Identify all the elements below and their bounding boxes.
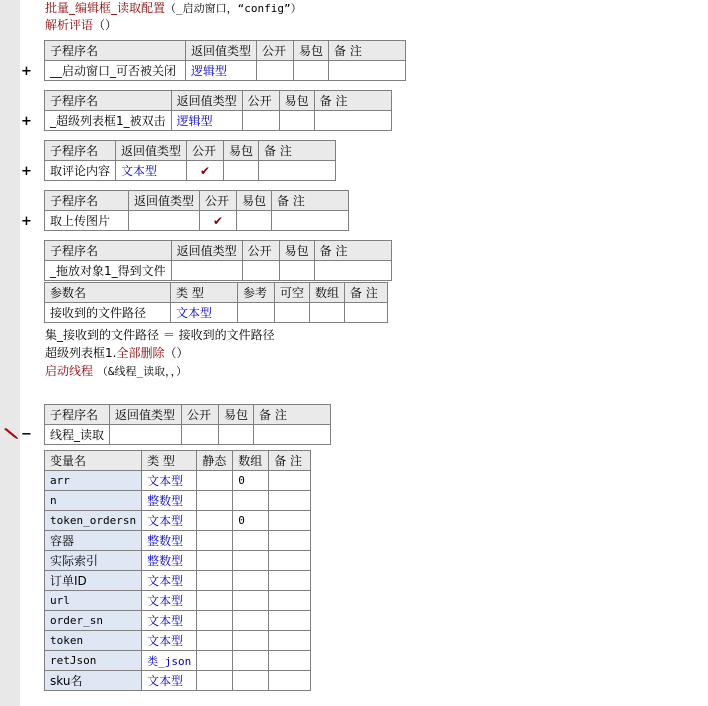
remark-cell[interactable] (272, 211, 349, 231)
header-easy-pack: 易包 (237, 191, 272, 211)
var-static-cell[interactable] (197, 511, 233, 531)
header-easy-pack: 易包 (279, 241, 314, 261)
header-remark: 备 注 (329, 41, 406, 61)
var-type-cell[interactable]: 类_json (142, 651, 197, 671)
param-reference-cell[interactable] (238, 303, 275, 323)
header-public: 公开 (187, 141, 224, 161)
var-remark-cell[interactable] (269, 671, 311, 691)
function-name: 批量_编辑框_读取配置 (45, 1, 166, 15)
var-name-cell[interactable]: sku名 (45, 671, 142, 691)
function-args: （&线程_读取，，） (96, 365, 188, 378)
var-array-cell[interactable] (233, 631, 269, 651)
var-type-cell[interactable]: 文本型 (142, 591, 197, 611)
table-row[interactable] (45, 471, 311, 491)
header-public: 公开 (257, 41, 294, 61)
header-return-type: 返回值类型 (110, 405, 182, 425)
header-easy-pack: 易包 (294, 41, 329, 61)
method-args: （） (164, 346, 189, 360)
expand-icon[interactable]: + (21, 64, 32, 79)
param-nullable-cell[interactable] (275, 303, 310, 323)
sub-name-cell[interactable]: _超级列表框1_被双击 (45, 111, 172, 131)
header-remark: 备 注 (314, 241, 391, 261)
var-name-cell[interactable]: retJson (45, 651, 142, 671)
header-public: 公开 (200, 191, 237, 211)
collapse-icon[interactable]: − (21, 427, 32, 442)
header-sub-name: 子程序名 (45, 405, 110, 425)
header-easy-pack: 易包 (219, 405, 254, 425)
sub-table-startup-close (44, 40, 406, 81)
pencil-icon (3, 428, 19, 440)
header-var-name: 变量名 (45, 451, 142, 471)
header-easy-pack: 易包 (224, 141, 259, 161)
header-return-type: 返回值类型 (129, 191, 200, 211)
var-remark-cell[interactable] (269, 471, 311, 491)
assign-target: 集_接收到的文件路径 (45, 328, 160, 342)
var-type-cell[interactable]: 文本型 (142, 571, 197, 591)
public-cell[interactable] (242, 111, 279, 131)
var-array-cell[interactable] (233, 571, 269, 591)
var-remark-cell[interactable] (269, 511, 311, 531)
var-name-cell[interactable]: 订单ID (45, 571, 142, 591)
header-easy-pack: 易包 (279, 91, 314, 111)
remark-cell[interactable] (314, 111, 391, 131)
header-sub-name: 子程序名 (45, 241, 172, 261)
var-static-cell[interactable] (197, 651, 233, 671)
variable-table (44, 450, 311, 691)
assign-value: ＝ 接收到的文件路径 (162, 328, 275, 342)
header-public: 公开 (182, 405, 219, 425)
easy-pack-cell[interactable] (219, 425, 254, 445)
table-row[interactable] (45, 651, 311, 671)
sub-name-cell[interactable]: 取上传图片 (45, 211, 129, 231)
var-name-cell[interactable]: arr (45, 471, 142, 491)
easy-pack-cell[interactable] (224, 161, 259, 181)
public-cell[interactable] (257, 61, 294, 81)
public-check-icon[interactable]: ✔ (187, 161, 224, 181)
var-static-cell[interactable] (197, 671, 233, 691)
var-type-cell[interactable]: 文本型 (142, 611, 197, 631)
var-array-cell[interactable] (233, 531, 269, 551)
return-type-cell[interactable] (129, 211, 200, 231)
var-type-cell[interactable]: 文本型 (142, 511, 197, 531)
function-name: 解析评语 (45, 18, 94, 32)
var-array-cell[interactable] (233, 671, 269, 691)
var-array-cell[interactable] (233, 491, 269, 511)
table-row[interactable] (45, 571, 311, 591)
object-name: 超级列表框1. (45, 346, 117, 360)
header-sub-name: 子程序名 (45, 41, 186, 61)
public-check-icon[interactable]: ✔ (200, 211, 237, 231)
header-sub-name: 子程序名 (45, 141, 116, 161)
param-array-cell[interactable] (310, 303, 345, 323)
var-remark-cell[interactable] (269, 611, 311, 631)
easy-pack-cell[interactable] (237, 211, 272, 231)
var-type-cell[interactable]: 文本型 (142, 631, 197, 651)
header-static: 静态 (197, 451, 233, 471)
function-args: （） (93, 18, 118, 32)
sub-name-cell[interactable]: 线程_读取 (45, 425, 110, 445)
table-row[interactable] (45, 631, 311, 651)
return-type-cell[interactable]: 文本型 (116, 161, 187, 181)
public-cell[interactable] (242, 261, 279, 281)
var-type-cell[interactable]: 整数型 (142, 551, 197, 571)
easy-pack-cell[interactable] (279, 261, 314, 281)
var-static-cell[interactable] (197, 591, 233, 611)
var-type-cell[interactable]: 整数型 (142, 531, 197, 551)
header-type: 类 型 (171, 283, 238, 303)
return-type-cell[interactable]: 逻辑型 (171, 111, 242, 131)
header-return-type: 返回值类型 (171, 91, 242, 111)
header-sub-name: 子程序名 (45, 91, 172, 111)
header-param-name: 参数名 (45, 283, 171, 303)
return-type-cell[interactable] (171, 261, 242, 281)
table-row[interactable] (45, 611, 311, 631)
sub-name-cell[interactable]: _拖放对象1_得到文件 (45, 261, 172, 281)
header-remark: 备 注 (254, 405, 331, 425)
header-reference: 参考 (238, 283, 275, 303)
header-public: 公开 (242, 91, 279, 111)
table-row[interactable] (45, 551, 311, 571)
var-type-cell[interactable]: 文本型 (142, 671, 197, 691)
sub-table-get-image (44, 190, 349, 231)
header-array: 数组 (310, 283, 345, 303)
param-type-cell[interactable]: 文本型 (171, 303, 238, 323)
return-type-cell[interactable]: 逻辑型 (186, 61, 257, 81)
header-nullable: 可空 (275, 283, 310, 303)
remark-cell[interactable] (314, 261, 391, 281)
var-array-cell[interactable]: 0 (233, 471, 269, 491)
param-remark-cell[interactable] (345, 303, 388, 323)
var-name-cell[interactable]: token (45, 631, 142, 651)
param-name-cell[interactable]: 接收到的文件路径 (45, 303, 171, 323)
table-row[interactable] (45, 531, 311, 551)
easy-pack-cell[interactable] (294, 61, 329, 81)
var-array-cell[interactable]: 0 (233, 511, 269, 531)
code-line-assign[interactable] (45, 327, 275, 343)
sub-table-get-comment (44, 140, 336, 181)
param-table (44, 282, 388, 323)
header-type: 类 型 (142, 451, 197, 471)
return-type-cell[interactable] (110, 425, 182, 445)
var-static-cell[interactable] (197, 491, 233, 511)
var-array-cell[interactable] (233, 591, 269, 611)
header-remark: 备 注 (314, 91, 391, 111)
header-public: 公开 (242, 241, 279, 261)
sub-name-cell[interactable]: 取评论内容 (45, 161, 116, 181)
var-type-cell[interactable]: 文本型 (142, 471, 197, 491)
remark-cell[interactable] (254, 425, 331, 445)
var-remark-cell[interactable] (269, 651, 311, 671)
var-static-cell[interactable] (197, 571, 233, 591)
var-remark-cell[interactable] (269, 571, 311, 591)
sub-table-thread-read (44, 404, 331, 445)
public-cell[interactable] (182, 425, 219, 445)
expand-icon[interactable]: + (21, 164, 32, 179)
header-array: 数组 (233, 451, 269, 471)
var-name-cell[interactable]: order_sn (45, 611, 142, 631)
header-remark: 备 注 (269, 451, 311, 471)
var-name-cell[interactable]: 容器 (45, 531, 142, 551)
header-return-type: 返回值类型 (116, 141, 187, 161)
sub-name-cell[interactable]: __启动窗口_可否被关闭 (45, 61, 186, 81)
header-remark: 备 注 (259, 141, 336, 161)
function-name: 启动线程 (45, 364, 94, 378)
code-line-parse-comment[interactable] (45, 17, 117, 33)
table-row[interactable] (45, 671, 311, 691)
var-array-cell[interactable] (233, 651, 269, 671)
var-array-cell[interactable] (233, 551, 269, 571)
header-return-type: 返回值类型 (171, 241, 242, 261)
remark-cell[interactable] (329, 61, 406, 81)
header-sub-name: 子程序名 (45, 191, 129, 211)
expand-icon[interactable]: + (21, 114, 32, 129)
var-static-cell[interactable] (197, 611, 233, 631)
var-name-cell[interactable]: 实际索引 (45, 551, 142, 571)
var-static-cell[interactable] (197, 631, 233, 651)
function-args: （_启动窗口，“config”） (165, 2, 302, 15)
var-remark-cell[interactable] (269, 491, 311, 511)
header-remark: 备 注 (272, 191, 349, 211)
var-name-cell[interactable]: token_ordersn (45, 511, 142, 531)
code-line-read-config[interactable] (45, 0, 302, 17)
header-remark: 备 注 (345, 283, 388, 303)
table-row[interactable] (45, 511, 311, 531)
sub-table-listbox-dblclick (44, 90, 392, 131)
method-name: 全部删除 (116, 346, 165, 360)
remark-cell[interactable] (259, 161, 336, 181)
editor-gutter (0, 0, 20, 706)
var-static-cell[interactable] (197, 551, 233, 571)
var-static-cell[interactable] (197, 471, 233, 491)
table-row[interactable] (45, 591, 311, 611)
var-static-cell[interactable] (197, 531, 233, 551)
code-line-start-thread[interactable] (45, 363, 187, 380)
expand-icon[interactable]: + (21, 214, 32, 229)
var-remark-cell[interactable] (269, 551, 311, 571)
var-type-cell[interactable]: 整数型 (142, 491, 197, 511)
var-array-cell[interactable] (233, 611, 269, 631)
var-name-cell[interactable]: url (45, 591, 142, 611)
header-return-type: 返回值类型 (186, 41, 257, 61)
var-remark-cell[interactable] (269, 531, 311, 551)
var-remark-cell[interactable] (269, 591, 311, 611)
var-name-cell[interactable]: n (45, 491, 142, 511)
table-row[interactable] (45, 491, 311, 511)
easy-pack-cell[interactable] (279, 111, 314, 131)
sub-table-drag-drop (44, 240, 392, 281)
code-line-clear-list[interactable] (45, 345, 188, 361)
var-remark-cell[interactable] (269, 631, 311, 651)
